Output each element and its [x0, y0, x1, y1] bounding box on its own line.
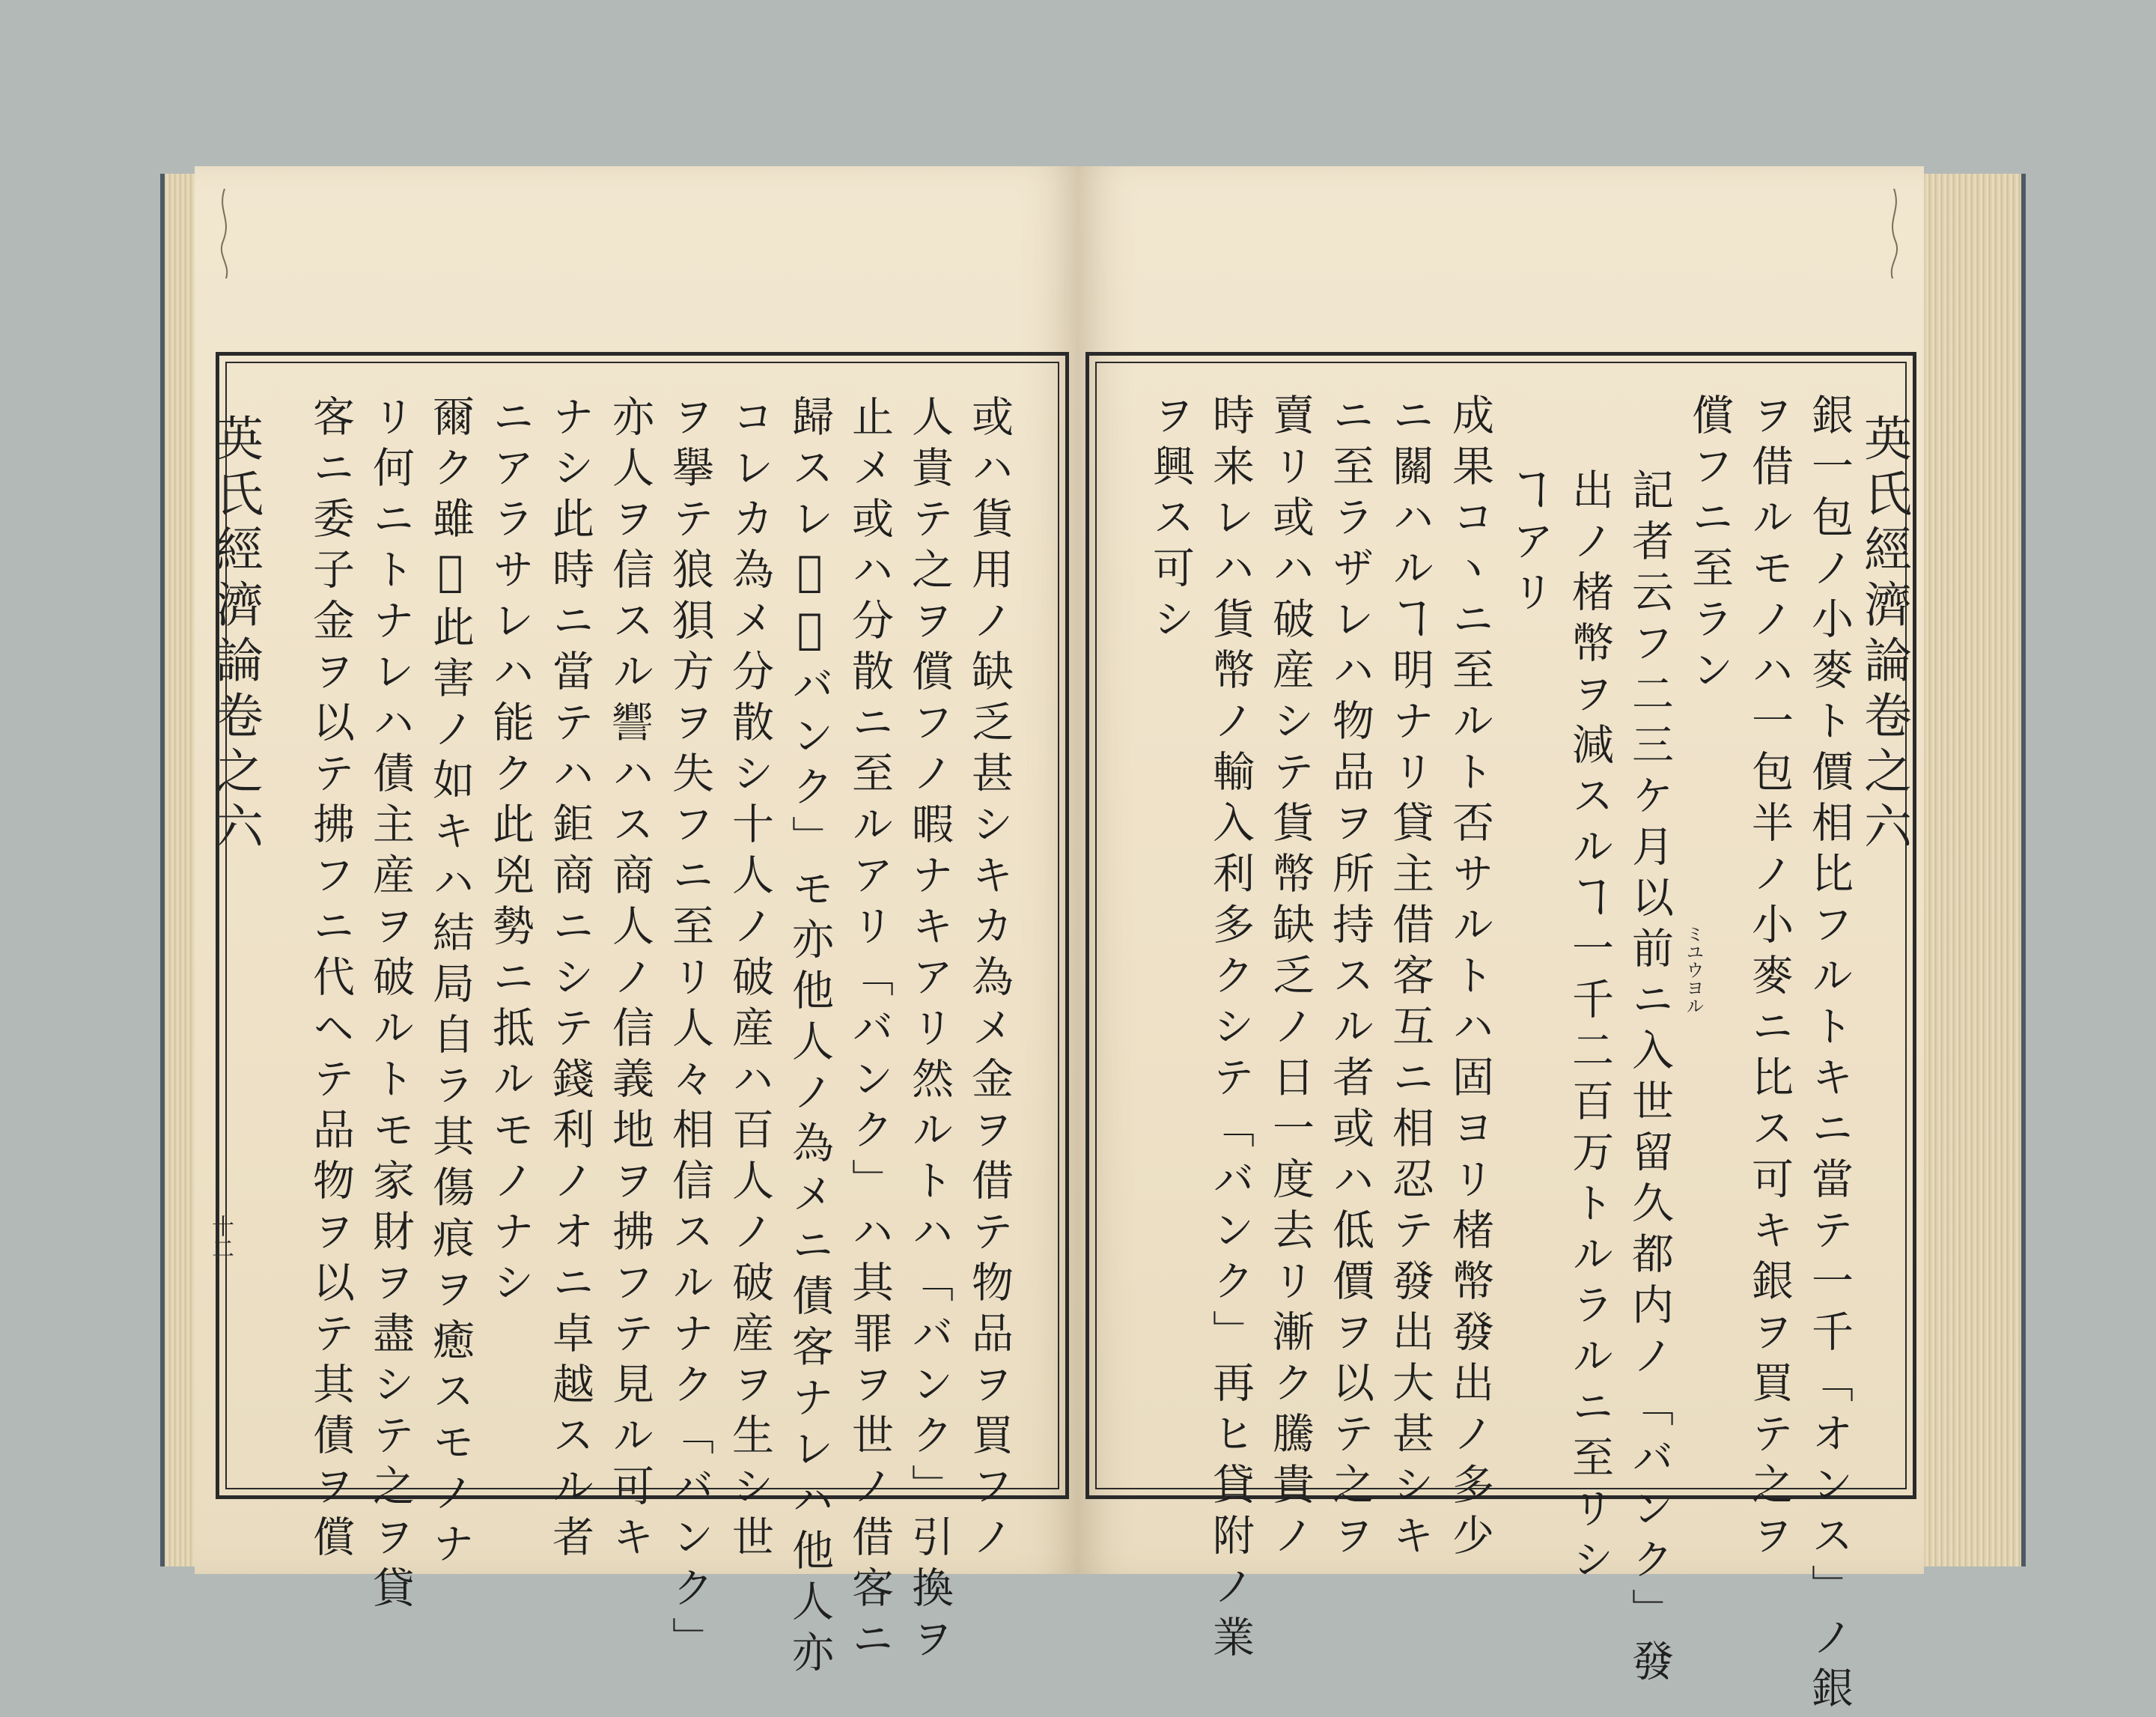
- text-column: 出ノ楮幣ヲ減スルヿ一千二百万トルラルニ至リシ: [1565, 468, 1614, 1588]
- binding-thread-mark: [210, 189, 240, 279]
- text-column: 成果コヽニ至ルト否サルトハ固ヨリ楮幣發出ノ多少: [1446, 393, 1494, 1564]
- text-column: 客ニ委子金ヲ以テ拂フニ代ヘテ品物ヲ以テ其債ヲ償: [306, 395, 355, 1566]
- open-book: [165, 166, 2021, 1717]
- text-column: 人貴テ之ヲ償フノ暇ナキアリ然ルトハ「バンク」引換ヲ: [905, 395, 954, 1668]
- text-column: 償フニ至ラン: [1685, 393, 1734, 699]
- text-column: リ何ニトナレハ債主産ヲ破ルトモ家財ヲ盡シテ之ヲ貸: [366, 395, 415, 1617]
- text-column: 時来レハ貨幣ノ輸入利多クシテ「バンク」再ヒ貸附ノ業: [1206, 393, 1255, 1666]
- page-edges-right: [1924, 174, 2021, 1566]
- binding-thread-mark: [1879, 189, 1909, 279]
- text-column: 亦人ヲ信スル𧬰ハス商人ノ信義地ヲ拂フテ見ル可キ: [606, 395, 654, 1566]
- text-frame-right: [1085, 352, 1916, 1717]
- text-column: ヿアリ: [1505, 468, 1554, 621]
- running-title: 英氏經濟論卷之六: [1856, 413, 1911, 857]
- text-column: 爾ク雖𪜈此害ノ如キハ結局自ラ其傷痕ヲ癒スモノナ: [426, 395, 475, 1572]
- text-column: 銀一包ノ小麥ト價相比フルトキニ當テ一千「オンス」ノ銀: [1805, 393, 1854, 1717]
- folio-number: 十二: [207, 1215, 234, 1259]
- running-title: 英氏經濟論卷之六: [207, 413, 263, 857]
- text-column: ニ關ハルヿ明ナリ貸主借客互ニ相忍テ發出大甚シキ: [1386, 393, 1434, 1564]
- text-column: ニ至ラザレハ物品ヲ所持スル者或ハ低價ヲ以テ之ヲ: [1326, 393, 1374, 1564]
- text-column: ヲ擧テ狼狽方ヲ失フニ至リ人々相信スルナク「バンク」: [666, 395, 714, 1668]
- text-column: ヲ借ルモノハ一包半ノ小麥ニ比ス可キ銀ヲ買テ之ヲ: [1745, 393, 1794, 1564]
- text-column: ニアラサレハ能ク此兇勢ニ抵ルモノナシ: [486, 395, 535, 1311]
- text-column: 止メ或ハ分散ニ至ルアリ「バンク」ハ其罪ヲ世ノ借客ニ: [845, 395, 894, 1668]
- text-frame-left: [216, 352, 1069, 1681]
- right-page: [1078, 166, 1924, 1717]
- interlinear-gloss: ミユウヨル: [1683, 925, 1704, 1015]
- text-column: ヲ興ス可シ: [1146, 393, 1195, 648]
- text-column: 記者云フ二三ケ月以前ニ入世留久都内ノ「バンク」發: [1625, 468, 1674, 1690]
- text-column: 歸スレ𪜈「バンク」モ亦他人ノ為メニ債客ナレハ他人亦: [785, 395, 834, 1681]
- left-page: [195, 166, 1078, 1681]
- text-column: 賣リ或ハ破産シテ貨幣缺乏ノ日一度去リ漸ク騰貴ノ: [1266, 393, 1315, 1564]
- text-column: ナシ此時ニ當テハ鉅商ニシテ錢利ノオニ卓越スル者: [546, 395, 594, 1566]
- text-column: 或ハ貨用ノ缺乏甚シキカ為メ金ヲ借テ物品ヲ買フノ: [965, 395, 1014, 1566]
- text-column: コレカ為メ分散シ十人ノ破産ハ百人ノ破産ヲ生シ世: [725, 395, 774, 1566]
